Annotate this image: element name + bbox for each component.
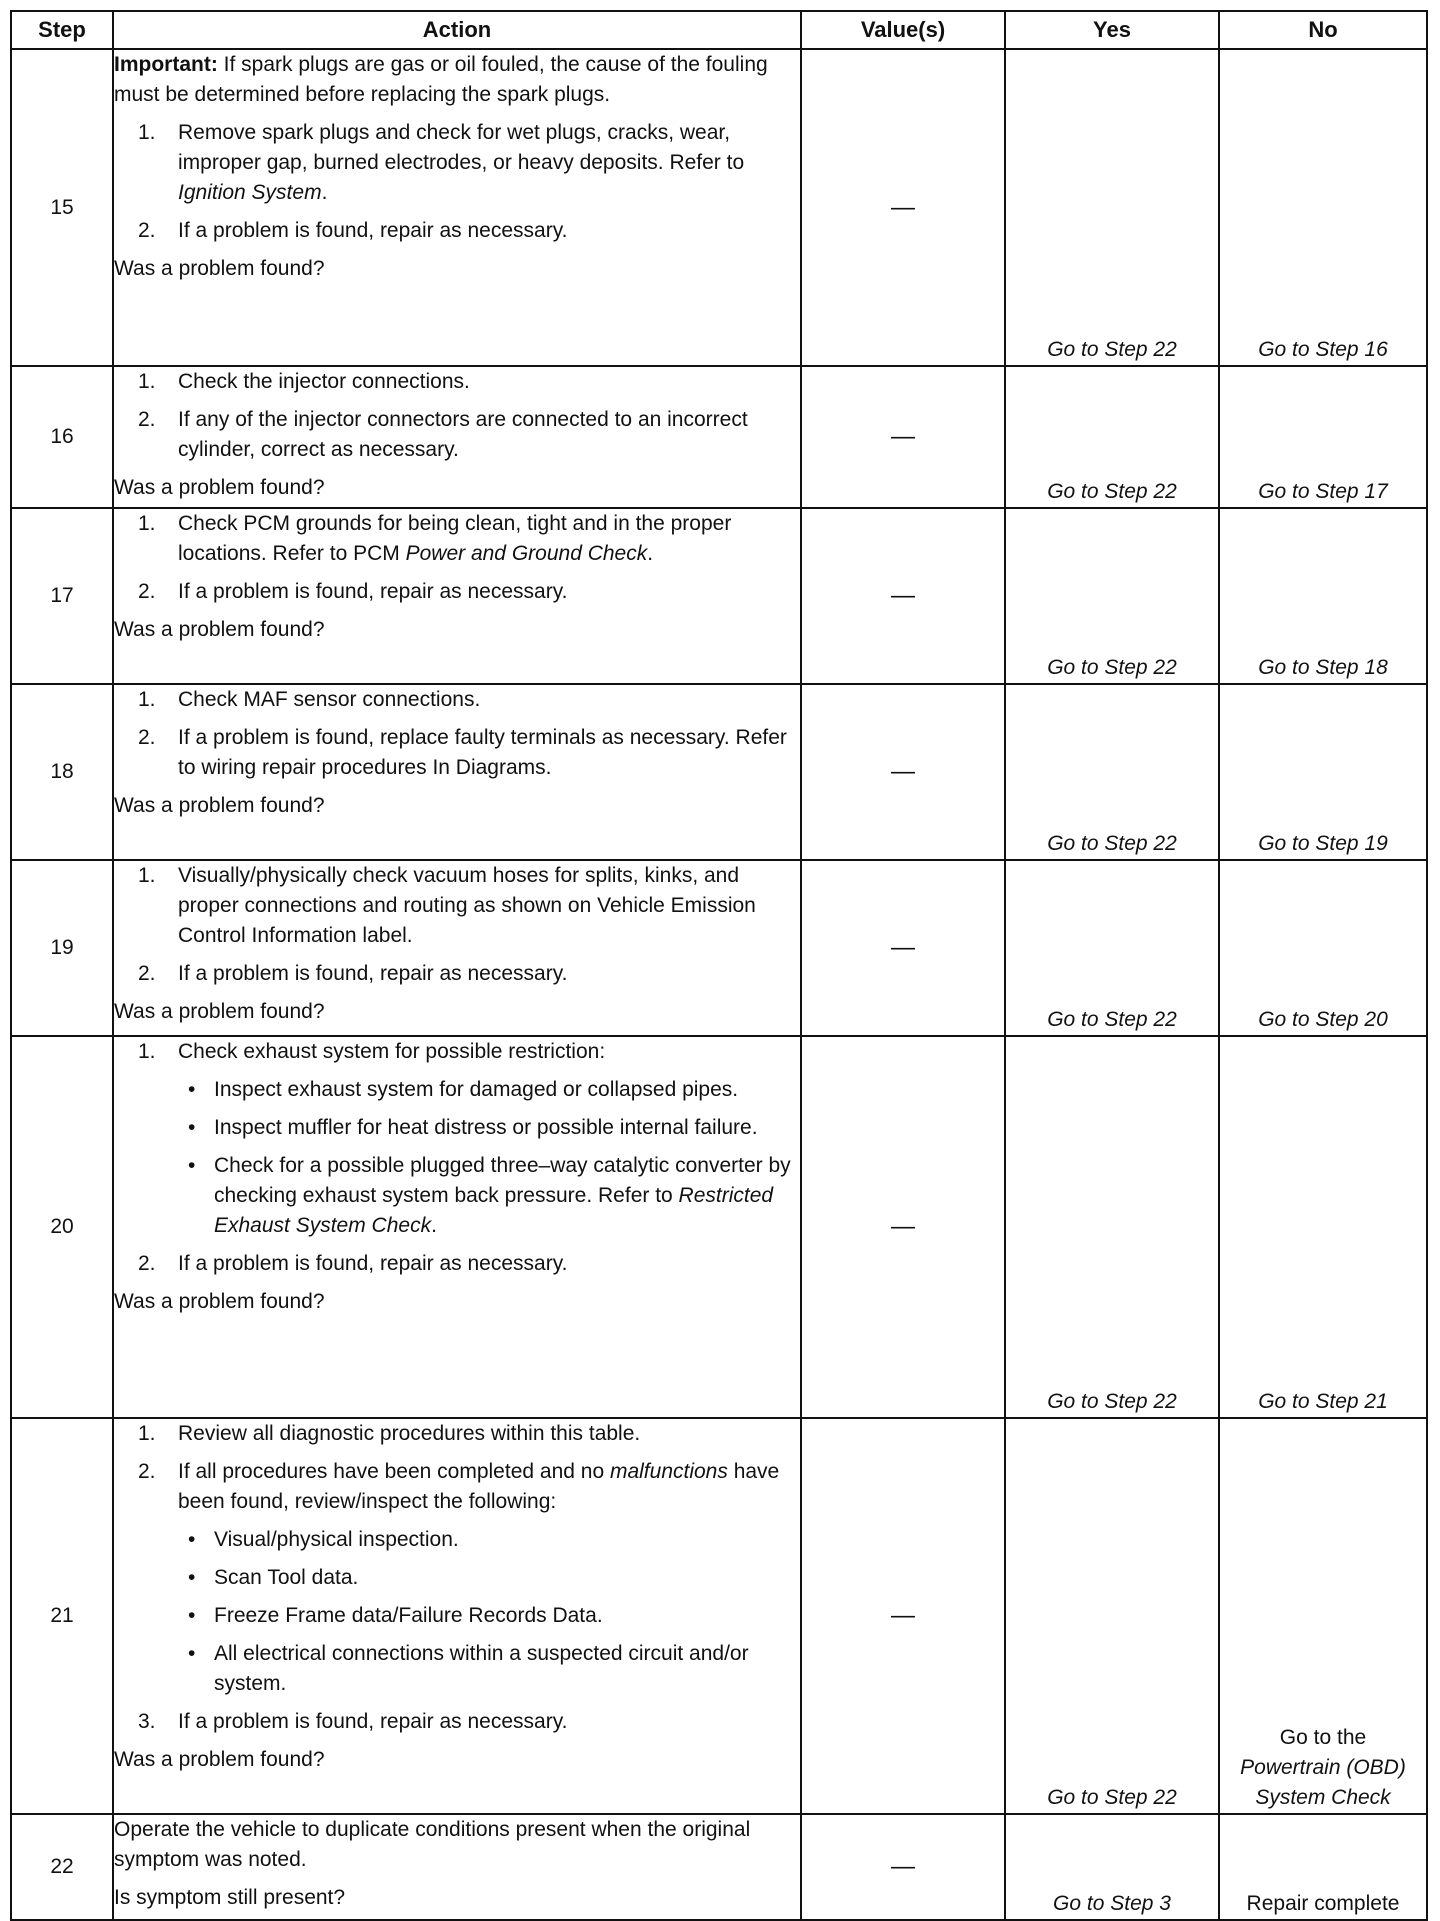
important-text: If spark plugs are gas or oil fouled, the cause of the fouling must be determined before replacing the spark plugs. <box>114 53 768 106</box>
table-row <box>11 1036 1427 1418</box>
step-number: 19 <box>11 860 113 1036</box>
item-number: 3. <box>138 1710 156 1733</box>
step-number: 18 <box>11 684 113 860</box>
value-cell: — <box>801 49 1005 366</box>
item-number: 1. <box>138 864 156 887</box>
item-text: Remove spark plugs and check for wet plugs, cracks, wear, improper gap, burned electrodes, or heavy deposits. Refer to <box>178 121 745 174</box>
bullet-icon: • <box>188 1566 196 1589</box>
no-cell: Go to Step 20 <box>1219 860 1427 1036</box>
bullet-item <box>178 1113 800 1143</box>
bullet-icon: • <box>188 1642 196 1665</box>
action-cell <box>113 366 801 508</box>
bullet-text: All electrical connections within a suspected circuit and/or system. <box>214 1642 749 1695</box>
item-text-after: have been found, review/inspect the following: <box>178 1460 780 1513</box>
no-cell: Go to Step 19 <box>1219 684 1427 860</box>
item-number: 2. <box>138 580 156 603</box>
question: Was a problem found? <box>114 257 325 280</box>
yes-cell: Go to Step 22 <box>1005 49 1219 366</box>
item-text: If a problem is found, repair as necessary. <box>178 219 568 242</box>
bullet-item <box>178 1525 800 1555</box>
bullet-text: Visual/physical inspection. <box>214 1528 459 1551</box>
item-number: 1. <box>138 370 156 393</box>
list-item <box>114 367 800 397</box>
table-row <box>11 1418 1427 1814</box>
question: Was a problem found? <box>114 476 325 499</box>
header-row <box>11 11 1427 49</box>
reference-power-ground-check: Power and Ground Check <box>405 542 648 565</box>
bullet-icon: • <box>188 1154 196 1177</box>
bullet-icon: • <box>188 1528 196 1551</box>
action-cell <box>113 508 801 684</box>
bullet-item <box>178 1075 800 1105</box>
list-item <box>114 1457 800 1699</box>
step-number: 15 <box>11 49 113 366</box>
value-cell: — <box>801 1814 1005 1920</box>
question: Is symptom still present? <box>114 1886 346 1909</box>
item-text: If a problem is found, repair as necessary. <box>178 1252 568 1275</box>
no-cell: Go to Step 17 <box>1219 366 1427 508</box>
reference-restricted-exhaust: Restricted Exhaust System Check <box>214 1184 774 1237</box>
item-text: Check PCM grounds for being clean, tight and in the proper locations. Refer to PCM <box>178 512 732 565</box>
item-number: 1. <box>138 688 156 711</box>
no-cell: Go to Step 16 <box>1219 49 1427 366</box>
item-text: Review all diagnostic procedures within this table. <box>178 1422 641 1445</box>
value-cell: — <box>801 1036 1005 1418</box>
item-text: If all procedures have been completed and no <box>178 1460 610 1483</box>
no-cell: Go to Step 18 <box>1219 508 1427 684</box>
action-cell <box>113 49 801 366</box>
list-item <box>114 216 800 246</box>
list-item <box>114 1249 800 1279</box>
step-number: 17 <box>11 508 113 684</box>
bullet-text: Check for a possible plugged three–way catalytic converter by checking exhaust system back pressure. Refer to <box>214 1154 791 1207</box>
yes-cell: Go to Step 22 <box>1005 1418 1219 1814</box>
diagnostic-table-page <box>10 10 1426 1921</box>
item-number: 2. <box>138 408 156 431</box>
no-cell <box>1219 1418 1427 1814</box>
reference-ignition-system: Ignition System <box>178 181 322 204</box>
bullet-icon: • <box>188 1078 196 1101</box>
action-cell <box>113 1036 801 1418</box>
question: Was a problem found? <box>114 1290 325 1313</box>
no-cell: Repair complete <box>1219 1814 1427 1920</box>
value-cell: — <box>801 1418 1005 1814</box>
value-cell: — <box>801 508 1005 684</box>
yes-cell: Go to Step 22 <box>1005 366 1219 508</box>
bullet-icon: • <box>188 1116 196 1139</box>
item-number: 1. <box>138 121 156 144</box>
item-number: 1. <box>138 1040 156 1063</box>
yes-cell: Go to Step 22 <box>1005 684 1219 860</box>
item-text: Check exhaust system for possible restriction: <box>178 1040 606 1063</box>
item-text: If a problem is found, repair as necessary. <box>178 1710 568 1733</box>
item-number: 1. <box>138 512 156 535</box>
step-number: 22 <box>11 1814 113 1920</box>
item-text: Visually/physically check vacuum hoses for splits, kinks, and proper connections and routing as shown on Vehicle Emission Control Information label. <box>178 864 756 947</box>
item-punct: . <box>431 1214 437 1237</box>
intro-text: Operate the vehicle to duplicate conditions present when the original symptom was noted. <box>114 1818 751 1871</box>
header-action: Action <box>113 11 801 49</box>
yes-cell: Go to Step 3 <box>1005 1814 1219 1920</box>
item-number: 2. <box>138 962 156 985</box>
item-text: Check MAF sensor connections. <box>178 688 481 711</box>
value-cell: — <box>801 860 1005 1036</box>
item-number: 2. <box>138 1252 156 1275</box>
bullet-item <box>178 1639 800 1699</box>
table-row <box>11 1814 1427 1920</box>
item-emphasis: malfunctions <box>609 1460 728 1483</box>
table-row <box>11 49 1427 366</box>
question: Was a problem found? <box>114 618 325 641</box>
list-item <box>114 1037 800 1241</box>
list-item <box>114 577 800 607</box>
list-item <box>114 405 800 465</box>
item-number: 2. <box>138 1460 156 1483</box>
question: Was a problem found? <box>114 1748 325 1771</box>
list-item <box>114 1419 800 1449</box>
header-values: Value(s) <box>801 11 1005 49</box>
table-row <box>11 508 1427 684</box>
step-number: 16 <box>11 366 113 508</box>
action-cell <box>113 1418 801 1814</box>
list-item <box>114 118 800 208</box>
list-item <box>114 861 800 951</box>
item-number: 2. <box>138 219 156 242</box>
item-punct: . <box>647 542 654 565</box>
item-punct: . <box>321 181 328 204</box>
bullet-item <box>178 1563 800 1593</box>
bullet-text: Scan Tool data. <box>214 1566 359 1589</box>
step-number: 21 <box>11 1418 113 1814</box>
item-text: If a problem is found, repair as necessary. <box>178 962 568 985</box>
no-cell: Go to Step 21 <box>1219 1036 1427 1418</box>
diagnostic-table <box>10 10 1428 1921</box>
action-cell <box>113 684 801 860</box>
list-item <box>114 685 800 715</box>
question: Was a problem found? <box>114 1000 325 1023</box>
table-row <box>11 684 1427 860</box>
list-item <box>114 723 800 783</box>
yes-cell: Go to Step 22 <box>1005 508 1219 684</box>
reference-powertrain-check: Powertrain (OBD) System Check <box>1240 1756 1406 1809</box>
item-text: Check the injector connections. <box>178 370 470 393</box>
bullet-icon: • <box>188 1604 196 1627</box>
item-number: 1. <box>138 1422 156 1445</box>
table-row <box>11 860 1427 1036</box>
step-number: 20 <box>11 1036 113 1418</box>
question: Was a problem found? <box>114 794 325 817</box>
item-text: If any of the injector connectors are connected to an incorrect cylinder, correct as necessary. <box>178 408 748 461</box>
list-item <box>114 509 800 569</box>
list-item <box>114 1707 800 1737</box>
no-cell-prefix: Go to the <box>1279 1726 1367 1749</box>
action-cell <box>113 1814 801 1920</box>
table-row <box>11 366 1427 508</box>
value-cell: — <box>801 366 1005 508</box>
important-note <box>114 50 800 110</box>
header-step: Step <box>11 11 113 49</box>
list-item <box>114 959 800 989</box>
action-cell <box>113 860 801 1036</box>
item-number: 2. <box>138 726 156 749</box>
bullet-item <box>178 1601 800 1631</box>
item-text: If a problem is found, repair as necessary. <box>178 580 568 603</box>
yes-cell: Go to Step 22 <box>1005 860 1219 1036</box>
bullet-text: Inspect muffler for heat distress or possible internal failure. <box>214 1116 758 1139</box>
bullet-item <box>178 1151 800 1241</box>
bullet-text: Freeze Frame data/Failure Records Data. <box>214 1604 603 1627</box>
header-yes: Yes <box>1005 11 1219 49</box>
yes-cell: Go to Step 22 <box>1005 1036 1219 1418</box>
important-label: Important: <box>114 53 218 76</box>
item-text: If a problem is found, replace faulty terminals as necessary. Refer to wiring repair procedures In Diagrams. <box>178 726 787 779</box>
value-cell: — <box>801 684 1005 860</box>
header-no: No <box>1219 11 1427 49</box>
bullet-text: Inspect exhaust system for damaged or collapsed pipes. <box>214 1078 739 1101</box>
